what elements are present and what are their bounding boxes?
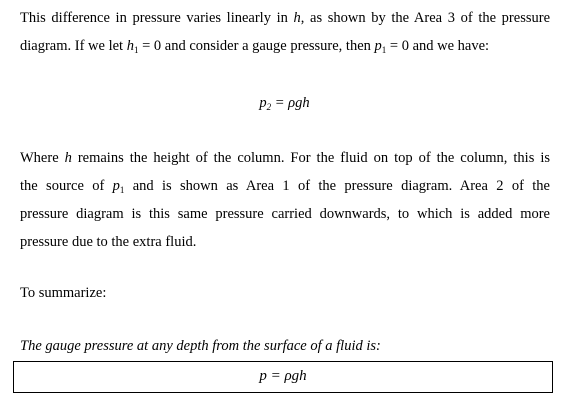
variable-p2: p [259,95,267,111]
paragraph-line: pressure diagram is this same pressure carried downwards, to which is added more [20,206,550,222]
text-run: Where [20,150,65,166]
equation-p2 [0,93,569,113]
paragraph-height-column [20,144,550,256]
text-run: remains the height of the column. For the fluid on top of the column, this is [71,150,550,166]
paragraph-line: pressure due to the extra fluid. [20,234,197,250]
text-run: diagram. If we let [20,38,127,54]
subscript: 1 [119,185,125,195]
paragraph-line [20,4,550,32]
text-run: the source of [20,178,113,194]
variable-p1: p [112,178,120,194]
paragraph-line [20,172,550,200]
text-run: = 0 and we have: [386,38,490,54]
equation-rhs: = ρgh [271,95,310,111]
subscript: 2 [266,102,272,112]
variable-h: h [293,10,301,26]
subscript: 1 [381,45,387,55]
text-run: and is shown as Area 1 of the pressure diagram. Area 2 of the [124,178,550,194]
variable-p1: p [374,38,382,54]
paragraph-line [20,32,550,60]
boxed-equation: p = ρgh [259,368,307,384]
subscript: 1 [133,45,139,55]
boxed-equation-frame [13,361,553,393]
paragraph-pressure-difference [20,4,550,60]
paragraph-line [20,144,550,172]
text-run: = 0 and consider a gauge pressure, then [138,38,375,54]
summary-label: To summarize: [20,285,107,301]
variable-h: h [64,150,72,166]
variable-h1: h [126,38,134,54]
text-run: , as shown by the Area 3 of the pressure [300,10,550,26]
text-run: This difference in pressure varies linearly in [20,10,294,26]
gauge-pressure-statement: The gauge pressure at any depth from the surface of a fluid is: [20,338,381,354]
